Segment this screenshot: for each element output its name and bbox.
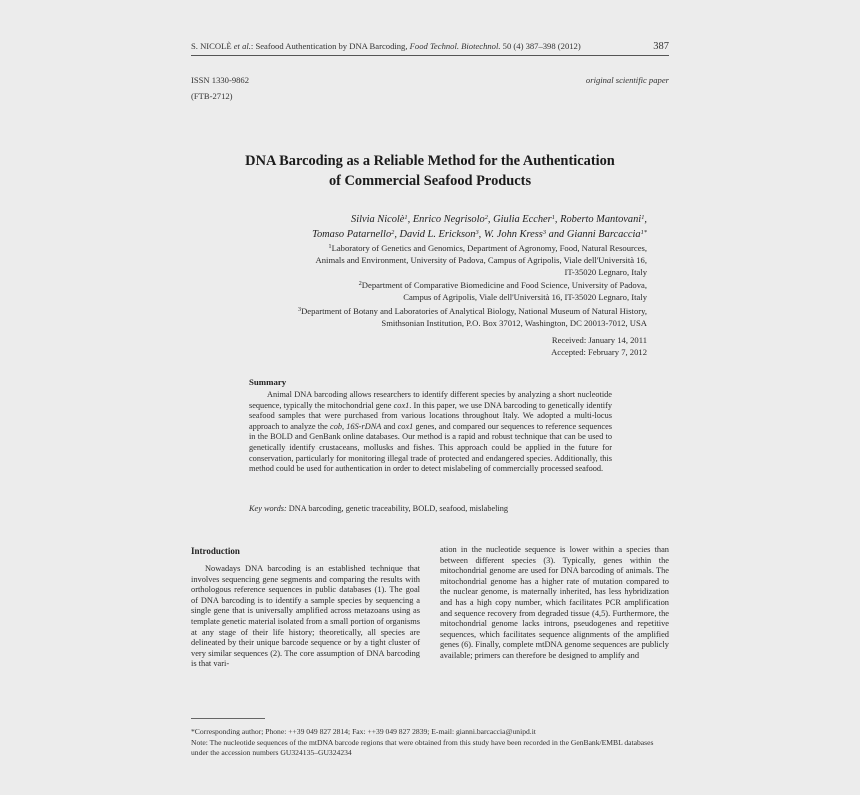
paper-title	[191, 151, 669, 191]
introduction-heading: Introduction	[191, 546, 240, 556]
author-name: David L. Erickson	[399, 229, 476, 240]
submission-dates	[551, 334, 647, 358]
author-name: Gianni Barcaccia	[566, 229, 641, 240]
running-head-etal: et al.	[233, 41, 251, 51]
affiliation-2: $^2$Department of Comparative Biomedicine and Food Science, University of Padova, Campus of Agripolis, Viale dell'Università 16, IT-35020 Legnaro, Italy	[358, 280, 647, 303]
author-affiliation-mark: 1	[551, 214, 555, 221]
affiliation-mark: 3	[297, 306, 302, 313]
title-line-2: of Commercial Seafood Products	[328, 173, 532, 189]
manuscript-code: (FTB-2712)	[191, 91, 233, 101]
summary-text: Animal DNA barcoding allows researchers to identify different species by analyzing a short nucleotide sequence, typically the mitochondrial gene cox1. In this paper, we use DNA barcoding to genetically identify seafood samples that were purchased from various locations throughout Italy. We adopted a multi-locus approach to analyze the cob, 16S-rDNA and cox1 genes, and compared our sequences to reference sequences in the BOLD and GenBank online databases. Our method is a rapid and robust technique that can be used to genetically identify crustaceans, mollusks and fishes. This approach could be applied in the future for conservation, particularly for monitoring illegal trade of protected and endangered species. Additionally, this method could be used for authentication in order to detect mislabeling of commercially processed seafood.	[249, 390, 612, 474]
title-line-1: DNA Barcoding as a Reliable Method for the Authentication	[245, 153, 615, 169]
header-rule	[191, 55, 669, 56]
author-name: W. John Kress	[483, 229, 543, 240]
author-list	[191, 212, 647, 242]
body-column-right	[440, 545, 669, 662]
author-name: Enrico Negrisolo	[412, 214, 485, 225]
author-affiliation-mark: 3	[475, 229, 479, 236]
affiliation-mark: 1	[328, 243, 332, 250]
affiliation-mark: 2	[358, 280, 362, 287]
keywords-label: Key words:	[249, 504, 287, 513]
summary-heading: Summary	[249, 377, 287, 387]
author-affiliation-mark: 1	[641, 214, 645, 221]
author-affiliation-mark: 3	[542, 229, 547, 236]
running-head-suffix: 50 (4) 387–398 (2012)	[500, 41, 581, 51]
author-affiliation-mark: 1	[404, 214, 408, 221]
affiliation-3: $^3$Department of Botany and Laboratories of Analytical Biology, National Museum of Natural History, Smithsonian Institution, P.O. Box 37012, Washington, DC 20013-7012, USA	[297, 306, 647, 329]
author-affiliation-mark: 2	[484, 214, 488, 221]
intro-paragraph: Nowadays DNA barcoding is an established technique that involves sequencing gene segments and comparing the results with orthologous reference sequences in public databases (1). The goal of DNA barcoding is to identify a sample species by sequencing a single gene that is universally amplified across metazoans using as template genetic material isolated from a small portion of organisms at any stage of their life history; theoretically, all species are delineated by their unique barcode sequence or by a tight cluster of very similar sequences (2). The core assumption of DNA barcoding is that vari-	[191, 564, 420, 669]
author-line-1: Silvia Nicolè$^1$, Enrico Negrisolo$^2$, Giulia Eccher$^1$, Roberto Mantovani$^1$,	[351, 214, 647, 225]
author-name: Giulia Eccher	[493, 214, 552, 225]
issn: ISSN 1330-9862	[191, 75, 250, 85]
keywords	[249, 503, 612, 514]
keywords-list: DNA barcoding, genetic traceability, BOLD, seafood, mislabeling	[286, 504, 509, 513]
accepted-date: Accepted: February 7, 2012	[551, 347, 647, 357]
running-head	[191, 41, 669, 52]
body-column-left	[191, 564, 420, 670]
intro-paragraph-continued: ation in the nucleotide sequence is lower within a species than between different species (3). Typically, genes within the mitochondrial genome are used for DNA barcoding of animals. The mitochondrial genome has a higher rate of mutation compared to the nuclear genome, is maternally inherited, has less hybridization and has a high copy number, which facilitates PCR amplification and sequence recovery from degraded tissue (4,5). Furthermore, the mitochondrial genome lacks introns, pseudogenes and repetitive sequences, which facilitates sequence alignments of the amplified genes (6). Finally, complete mtDNA genome sequences are publicly available; primers can therefore be designed to amplify and	[440, 545, 669, 660]
corresponding-author-note: *Corresponding author; Phone: ++39 049 827 2814; Fax: ++39 049 827 2839; E-mail: gianni.barcaccia@unipd.it	[191, 727, 536, 736]
accession-note: Note: The nucleotide sequences of the mtDNA barcode regions that were obtained from this study have been recorded in the GenBank/EMBL databases under the accession numbers GU324135–GU324234	[191, 738, 654, 758]
author-name: Tomaso Patarnello	[312, 229, 392, 240]
author-name: Roberto Mantovani	[560, 214, 642, 225]
received-date: Received: January 14, 2011	[551, 335, 647, 345]
author-affiliation-mark: 1*	[640, 229, 647, 236]
footnote-rule	[191, 718, 265, 719]
page-number: 387	[653, 41, 669, 52]
paper-type: original scientific paper	[585, 75, 669, 85]
running-head-middle: : Seafood Authentication by DNA Barcoding,	[250, 41, 410, 51]
running-head-prefix: S. NICOLÈ	[191, 41, 234, 51]
author-name: Silvia Nicolè	[351, 214, 405, 225]
affiliation-1: $^1$Laboratory of Genetics and Genomics, Department of Agronomy, Food, Natural Resources, Animals and Environment, University of Padova, Campus of Agripolis, Viale dell'Università 16, IT-35020 Legnaro, Italy	[315, 243, 647, 278]
author-line-2: Tomaso Patarnello$^2$, David L. Erickson$^3$, W. John Kress$^3$ and Gianni Barcaccia$^{1*}$	[312, 229, 647, 240]
running-head-journal: Food Technol. Biotechnol.	[409, 41, 501, 51]
author-affiliation-mark: 2	[391, 229, 395, 236]
